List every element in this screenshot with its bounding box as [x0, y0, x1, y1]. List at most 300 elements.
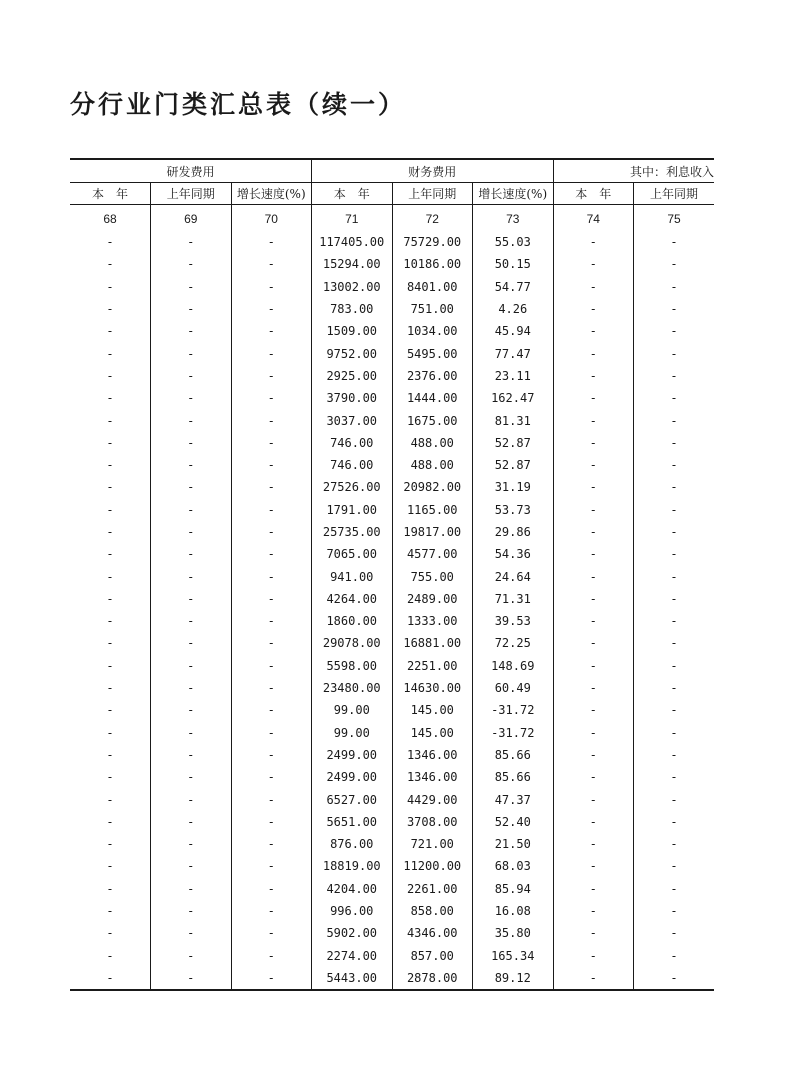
table-cell: -	[106, 814, 114, 829]
table-cell: -	[106, 881, 114, 896]
group-header-rd: 研发费用	[70, 159, 312, 183]
table-cell: -	[151, 655, 232, 677]
table-cell: -	[106, 346, 114, 361]
table-cell: 99.00	[312, 699, 393, 721]
table-cell: 746.00	[312, 454, 393, 476]
table-cell: -	[106, 636, 114, 651]
table-cell: 117405.00	[312, 231, 393, 253]
table-cell: -	[231, 766, 312, 788]
table-row	[70, 320, 714, 342]
table-cell: -	[106, 235, 114, 250]
table-cell: -	[634, 476, 715, 498]
column-number: 70	[231, 205, 312, 232]
table-cell: 29078.00	[312, 632, 393, 654]
table-cell: -	[231, 543, 312, 565]
table-cell: 5651.00	[312, 811, 393, 833]
table-cell: -	[151, 699, 232, 721]
table-row	[70, 409, 714, 431]
table-row	[70, 744, 714, 766]
table-cell: 5443.00	[312, 967, 393, 990]
table-cell: -	[106, 368, 114, 383]
table-cell: 25735.00	[312, 521, 393, 543]
table-row	[70, 454, 714, 476]
table-cell: -	[151, 744, 232, 766]
table-cell: -	[634, 342, 715, 364]
table-cell: -	[106, 547, 114, 562]
table-cell: -	[151, 788, 232, 810]
table-cell: -	[634, 945, 715, 967]
table-cell: 783.00	[312, 298, 393, 320]
table-cell: -	[151, 476, 232, 498]
table-cell: 145.00	[392, 699, 473, 721]
table-cell: -	[553, 766, 634, 788]
table-cell: 52.40	[473, 811, 554, 833]
table-cell: -	[553, 632, 634, 654]
table-cell: -	[553, 342, 634, 364]
table-cell: -31.72	[473, 699, 554, 721]
table-cell: -	[634, 900, 715, 922]
table-cell: -	[106, 302, 114, 317]
table-cell: -	[106, 681, 114, 696]
column-number: 74	[553, 205, 634, 232]
table-cell: -	[634, 499, 715, 521]
table-cell: 2499.00	[312, 766, 393, 788]
table-cell: -	[553, 409, 634, 431]
table-cell: -	[106, 658, 114, 673]
table-cell: -	[151, 342, 232, 364]
table-cell: 1675.00	[392, 409, 473, 431]
table-row	[70, 699, 714, 721]
table-cell: -	[634, 811, 715, 833]
table-cell: -	[553, 677, 634, 699]
table-row	[70, 499, 714, 521]
table-cell: -	[151, 610, 232, 632]
column-number: 75	[634, 205, 715, 232]
table-cell: 53.73	[473, 499, 554, 521]
table-cell: -	[231, 610, 312, 632]
table-cell: 1034.00	[392, 320, 473, 342]
table-cell: -	[106, 324, 114, 339]
table-cell: -	[151, 588, 232, 610]
table-cell: -	[553, 320, 634, 342]
table-cell: 3790.00	[312, 387, 393, 409]
table-cell: 85.66	[473, 744, 554, 766]
table-row	[70, 855, 714, 877]
table-cell: -	[151, 409, 232, 431]
table-cell: 2261.00	[392, 878, 473, 900]
table-cell: -	[634, 454, 715, 476]
table-cell: -	[231, 588, 312, 610]
table-cell: -	[231, 342, 312, 364]
table-cell: 488.00	[392, 454, 473, 476]
table-cell: 2274.00	[312, 945, 393, 967]
table-cell: -	[634, 922, 715, 944]
table-cell: 2925.00	[312, 365, 393, 387]
table-cell: -	[634, 699, 715, 721]
table-cell: -	[634, 677, 715, 699]
table-cell: -	[553, 588, 634, 610]
column-number: 68	[103, 212, 117, 226]
table-cell: -	[106, 435, 114, 450]
table-cell: -	[231, 922, 312, 944]
table-row	[70, 655, 714, 677]
page-title: 分行业门类汇总表（续一）	[70, 90, 407, 119]
table-cell: -	[553, 521, 634, 543]
table-cell: -	[553, 833, 634, 855]
table-cell: -	[553, 543, 634, 565]
table-cell: -	[151, 521, 232, 543]
table-cell: 4264.00	[312, 588, 393, 610]
table-row	[70, 788, 714, 810]
table-cell: 72.25	[473, 632, 554, 654]
table-cell: -	[553, 945, 634, 967]
table-cell: -	[553, 878, 634, 900]
table-cell: -	[634, 967, 715, 990]
table-row	[70, 766, 714, 788]
table-cell: -	[634, 722, 715, 744]
sub-header-cell: 上年同期	[634, 183, 715, 205]
table-cell: -	[634, 788, 715, 810]
table-cell: -	[106, 569, 114, 584]
table-cell: 99.00	[312, 722, 393, 744]
table-row	[70, 967, 714, 990]
sub-header-cell: 本 年	[70, 183, 151, 205]
table-cell: 23.11	[473, 365, 554, 387]
table-cell: -	[553, 811, 634, 833]
table-row	[70, 878, 714, 900]
sub-header-cell: 本 年	[553, 183, 634, 205]
table-cell: -	[231, 365, 312, 387]
table-cell: -	[634, 655, 715, 677]
table-cell: -	[231, 744, 312, 766]
table-cell: -	[231, 878, 312, 900]
table-cell: 857.00	[392, 945, 473, 967]
table-cell: -	[553, 499, 634, 521]
table-cell: -	[106, 837, 114, 852]
table-cell: -	[231, 632, 312, 654]
table-cell: 6527.00	[312, 788, 393, 810]
table-cell: -	[634, 543, 715, 565]
table-cell: -	[151, 878, 232, 900]
table-row	[70, 900, 714, 922]
table-cell: -	[634, 766, 715, 788]
table-cell: -	[151, 855, 232, 877]
table-cell: 2878.00	[392, 967, 473, 990]
table-cell: -31.72	[473, 722, 554, 744]
table-cell: -	[231, 476, 312, 498]
table-cell: 60.49	[473, 677, 554, 699]
table-row	[70, 298, 714, 320]
table-cell: 4577.00	[392, 543, 473, 565]
table-cell: -	[231, 253, 312, 275]
table-cell: 27526.00	[312, 476, 393, 498]
table-cell: -	[151, 231, 232, 253]
table-cell: 2489.00	[392, 588, 473, 610]
table-cell: -	[151, 253, 232, 275]
table-cell: -	[151, 387, 232, 409]
table-cell: 9752.00	[312, 342, 393, 364]
table-cell: -	[151, 454, 232, 476]
table-cell: -	[231, 900, 312, 922]
table-row	[70, 521, 714, 543]
table-cell: 85.94	[473, 878, 554, 900]
table-cell: -	[231, 320, 312, 342]
table-cell: -	[634, 878, 715, 900]
sub-header-cell: 上年同期	[392, 183, 473, 205]
table-cell: 5902.00	[312, 922, 393, 944]
table-cell: 52.87	[473, 454, 554, 476]
table-cell: 68.03	[473, 855, 554, 877]
table-row	[70, 632, 714, 654]
table-cell: 1333.00	[392, 610, 473, 632]
table-cell: -	[231, 788, 312, 810]
table-cell: 85.66	[473, 766, 554, 788]
column-number: 71	[312, 205, 393, 232]
table-cell: 8401.00	[392, 276, 473, 298]
table-cell: 13002.00	[312, 276, 393, 298]
table-cell: -	[553, 967, 634, 990]
table-cell: -	[634, 365, 715, 387]
table-cell: -	[231, 722, 312, 744]
table-cell: -	[634, 588, 715, 610]
table-cell: 1860.00	[312, 610, 393, 632]
table-cell: 721.00	[392, 833, 473, 855]
group-header-row	[70, 159, 714, 183]
table-cell: -	[231, 432, 312, 454]
table-cell: -	[553, 387, 634, 409]
table-cell: -	[634, 521, 715, 543]
table-cell: -	[634, 409, 715, 431]
table-cell: -	[151, 945, 232, 967]
column-number: 72	[392, 205, 473, 232]
table-row	[70, 588, 714, 610]
table-cell: -	[151, 365, 232, 387]
table-cell: -	[231, 967, 312, 990]
table-cell: 23480.00	[312, 677, 393, 699]
table-cell: 941.00	[312, 565, 393, 587]
table-cell: -	[231, 945, 312, 967]
table-cell: 1346.00	[392, 766, 473, 788]
sub-header-cell: 增长速度(%)	[231, 183, 312, 205]
table-cell: 148.69	[473, 655, 554, 677]
table-cell: 71.31	[473, 588, 554, 610]
table-row	[70, 543, 714, 565]
table-cell: 4.26	[473, 298, 554, 320]
group-header-interest: 其中：利息收入	[553, 159, 714, 183]
table-cell: -	[106, 904, 114, 919]
table-cell: 89.12	[473, 967, 554, 990]
table-cell: 4429.00	[392, 788, 473, 810]
column-number: 69	[151, 205, 232, 232]
table-cell: -	[151, 811, 232, 833]
table-cell: 2376.00	[392, 365, 473, 387]
table-cell: 11200.00	[392, 855, 473, 877]
table-cell: -	[553, 432, 634, 454]
table-cell: -	[553, 699, 634, 721]
table-cell: -	[553, 655, 634, 677]
table-cell: -	[634, 610, 715, 632]
table-cell: 35.80	[473, 922, 554, 944]
table-cell: 4346.00	[392, 922, 473, 944]
table-cell: 1444.00	[392, 387, 473, 409]
table-cell: 1509.00	[312, 320, 393, 342]
sub-header-row	[70, 183, 714, 205]
table-cell: 1165.00	[392, 499, 473, 521]
table-cell: 3037.00	[312, 409, 393, 431]
table-row	[70, 432, 714, 454]
table-row	[70, 610, 714, 632]
table-cell: 162.47	[473, 387, 554, 409]
table-cell: -	[106, 747, 114, 762]
table-cell: 746.00	[312, 432, 393, 454]
table-cell: -	[106, 948, 114, 963]
table-cell: -	[151, 677, 232, 699]
table-cell: 15294.00	[312, 253, 393, 275]
table-cell: 4204.00	[312, 878, 393, 900]
table-cell: 19817.00	[392, 521, 473, 543]
table-cell: 54.36	[473, 543, 554, 565]
table-cell: -	[553, 922, 634, 944]
table-row	[70, 677, 714, 699]
table-cell: -	[151, 320, 232, 342]
table-cell: -	[151, 967, 232, 990]
table-cell: -	[231, 298, 312, 320]
group-header-finance: 财务费用	[312, 159, 554, 183]
table-cell: 55.03	[473, 231, 554, 253]
table-row	[70, 231, 714, 253]
table-cell: -	[553, 788, 634, 810]
table-cell: 16.08	[473, 900, 554, 922]
table-cell: -	[151, 276, 232, 298]
table-cell: 18819.00	[312, 855, 393, 877]
table-body	[70, 205, 714, 991]
table-cell: -	[634, 632, 715, 654]
table-cell: -	[634, 276, 715, 298]
table-cell: -	[634, 565, 715, 587]
table-cell: 3708.00	[392, 811, 473, 833]
table-cell: -	[151, 632, 232, 654]
table-cell: -	[151, 766, 232, 788]
table-cell: -	[231, 231, 312, 253]
table-row	[70, 722, 714, 744]
table-cell: -	[634, 231, 715, 253]
table-cell: -	[634, 253, 715, 275]
table-cell: 52.87	[473, 432, 554, 454]
table-cell: -	[106, 725, 114, 740]
sub-header-cell: 上年同期	[151, 183, 232, 205]
table-cell: -	[553, 476, 634, 498]
table-cell: 2251.00	[392, 655, 473, 677]
table-cell: -	[634, 298, 715, 320]
table-cell: -	[151, 543, 232, 565]
table-cell: -	[634, 833, 715, 855]
table-cell: -	[634, 387, 715, 409]
table-cell: -	[231, 855, 312, 877]
table-cell: -	[553, 454, 634, 476]
table-cell: 24.64	[473, 565, 554, 587]
table-cell: -	[553, 298, 634, 320]
table-row	[70, 833, 714, 855]
table-row	[70, 276, 714, 298]
table-cell: -	[151, 565, 232, 587]
table-cell: -	[231, 521, 312, 543]
table-cell: 50.15	[473, 253, 554, 275]
table-cell: -	[106, 279, 114, 294]
table-cell: -	[151, 432, 232, 454]
table-cell: -	[553, 744, 634, 766]
table-cell: 5495.00	[392, 342, 473, 364]
table-cell: 75729.00	[392, 231, 473, 253]
table-row	[70, 922, 714, 944]
table-cell: -	[106, 502, 114, 517]
table-cell: -	[151, 722, 232, 744]
table-cell: -	[553, 253, 634, 275]
table-cell: -	[106, 480, 114, 495]
table-cell: -	[634, 320, 715, 342]
table-cell: -	[553, 276, 634, 298]
table-cell: -	[231, 811, 312, 833]
table-cell: -	[553, 365, 634, 387]
table-cell: 21.50	[473, 833, 554, 855]
table-cell: -	[106, 413, 114, 428]
table-cell: -	[553, 610, 634, 632]
table-cell: 81.31	[473, 409, 554, 431]
table-cell: -	[151, 922, 232, 944]
table-cell: -	[106, 458, 114, 473]
table-row	[70, 811, 714, 833]
table-row	[70, 253, 714, 275]
sub-header-cell: 增长速度(%)	[473, 183, 554, 205]
table-cell: -	[106, 703, 114, 718]
table-cell: -	[553, 855, 634, 877]
summary-table	[70, 158, 714, 991]
table-cell: -	[231, 409, 312, 431]
table-cell: -	[231, 454, 312, 476]
table-cell: -	[106, 859, 114, 874]
table-cell: 47.37	[473, 788, 554, 810]
table-row	[70, 945, 714, 967]
table-cell: -	[634, 855, 715, 877]
table-cell: 165.34	[473, 945, 554, 967]
table-cell: 29.86	[473, 521, 554, 543]
table-cell: 77.47	[473, 342, 554, 364]
table-cell: 751.00	[392, 298, 473, 320]
table-row	[70, 365, 714, 387]
table-cell: 10186.00	[392, 253, 473, 275]
table-cell: -	[231, 699, 312, 721]
table-cell: -	[106, 257, 114, 272]
table-row	[70, 387, 714, 409]
table-row	[70, 565, 714, 587]
table-cell: 2499.00	[312, 744, 393, 766]
table-cell: 14630.00	[392, 677, 473, 699]
table-cell: 1346.00	[392, 744, 473, 766]
table-cell: -	[231, 655, 312, 677]
table-cell: 996.00	[312, 900, 393, 922]
table-cell: -	[70, 967, 151, 990]
table-cell: -	[151, 298, 232, 320]
table-cell: 7065.00	[312, 543, 393, 565]
table-cell: 39.53	[473, 610, 554, 632]
table-cell: 20982.00	[392, 476, 473, 498]
table-cell: 16881.00	[392, 632, 473, 654]
table-cell: -	[553, 900, 634, 922]
column-number-row	[70, 205, 714, 232]
table-cell: 145.00	[392, 722, 473, 744]
table-cell: -	[151, 833, 232, 855]
column-number: 73	[473, 205, 554, 232]
table-cell: 54.77	[473, 276, 554, 298]
